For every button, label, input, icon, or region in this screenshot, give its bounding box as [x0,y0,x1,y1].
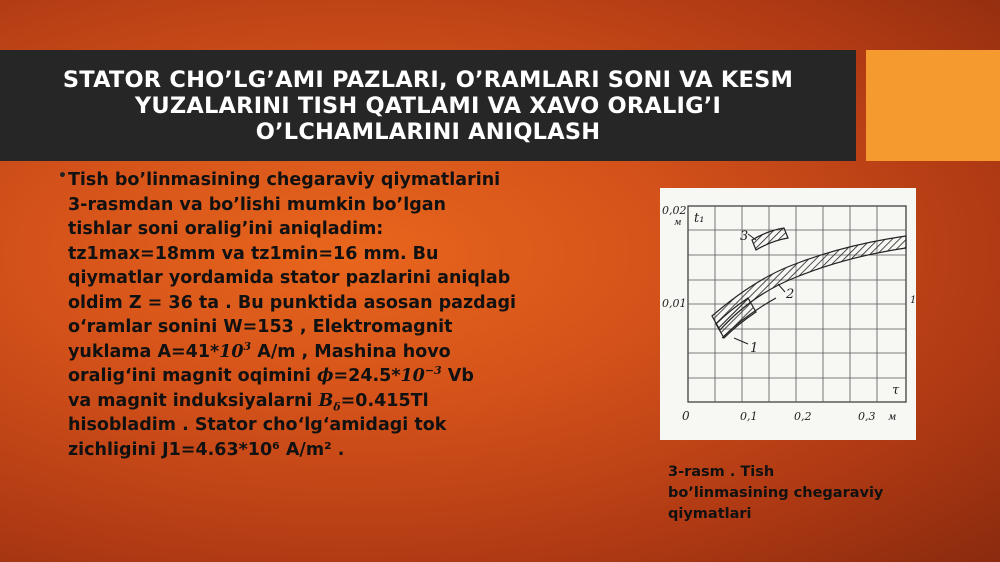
body-line-6: oldim Z = 36 ta . Bu punktida asosan pazdagi [68,292,517,313]
figure-3-graph [660,188,916,440]
body-line-7: o‘ramlar sonini W=153 , Elektromagnit [68,317,453,337]
body-line-8 [58,340,578,365]
body-line-9-mid: =24.5* [333,366,401,386]
body-line-9-exp: −3 [424,364,442,378]
body-line-2: 3-rasmdan va bo’lishi mumkin bo’lgan [68,194,446,215]
body-line-4: tz1max=18mm va tz1min=16 mm. Bu [68,243,439,264]
bullet-marker: • [58,168,67,184]
slide-title-line-2: YUZALARINI TISH QATLAMI VA XAVO ORALIG’I [134,92,722,119]
curve-label-3: 3 [740,229,749,244]
body-line-9 [58,364,578,389]
body-line-8-pre: yuklama A=41* [68,341,220,362]
body-line-9-post: Vb [441,366,474,386]
caption-line-2: bo’linmasining chegaraviy [668,485,884,501]
leader-2 [778,284,785,292]
slide-title-line-1: STATOR CHO’LG’AMI PAZLARI, O’RAMLARI SONI VA KESM [62,66,794,93]
body-line-9-pre: oralig‘ini magnit oqimini [68,366,317,386]
body-line-8-exp: 3 [243,339,252,353]
leader-1 [734,338,748,344]
y-tick-001: 0,01 [662,297,687,310]
body-text [58,168,578,462]
figure-svg [660,188,916,440]
body-line-8-post: A/m , Mashina hovo [251,341,451,362]
y-unit: м [674,218,682,228]
y-axis-label: t₁ [694,211,705,226]
figure-caption [668,462,928,525]
body-line-5: qiymatlar yordamida stator pazlarini aniqlab [68,268,511,288]
grid-lines [688,206,906,402]
y-tick-002: 0,02 [662,204,687,217]
b-delta-symbol: B [318,390,334,411]
delta-subscript: δ [333,400,341,413]
curve-label-1: 1 [750,341,759,356]
x-axis-label: τ [892,383,900,398]
leader-3 [748,234,756,240]
body-line-1: Tish bo’linmasining chegaraviy qiymatlarini [68,170,501,190]
curve-band-3 [752,228,788,250]
caption-line-3: qiymatlari [668,506,752,522]
x-tick-0: 0 [682,409,690,423]
body-line-8-base: 10 [219,341,244,362]
curve-label-2: 2 [786,287,795,302]
side-mark: 1 [910,295,916,306]
x-tick-03: 0,3 [858,410,876,423]
phi-symbol: ϕ [317,366,334,386]
body-line-11: hisobladim . Stator cho‘lg‘amidagi tok [68,415,447,435]
body-line-10-post: =0.415Tl [340,390,429,411]
body-line-10 [58,389,578,414]
body-line-12: zichligini J1=4.63*10⁶ A/m² . [68,439,345,460]
body-line-10-pre: va magnit induksiyalarni [68,390,319,411]
x-tick-02: 0,2 [794,410,812,423]
caption-line-1: 3-rasm . Tish [668,464,775,480]
body-line-3: tishlar soni oralig’ini aniqladim: [68,219,384,239]
accent-square [866,50,1000,161]
title-bar [0,50,856,161]
x-unit: м [888,412,897,423]
x-tick-01: 0,1 [740,410,758,423]
body-line-9-base: 10 [400,366,425,386]
slide-title-line-3: O’LCHAMLARINI ANIQLASH [255,118,601,145]
